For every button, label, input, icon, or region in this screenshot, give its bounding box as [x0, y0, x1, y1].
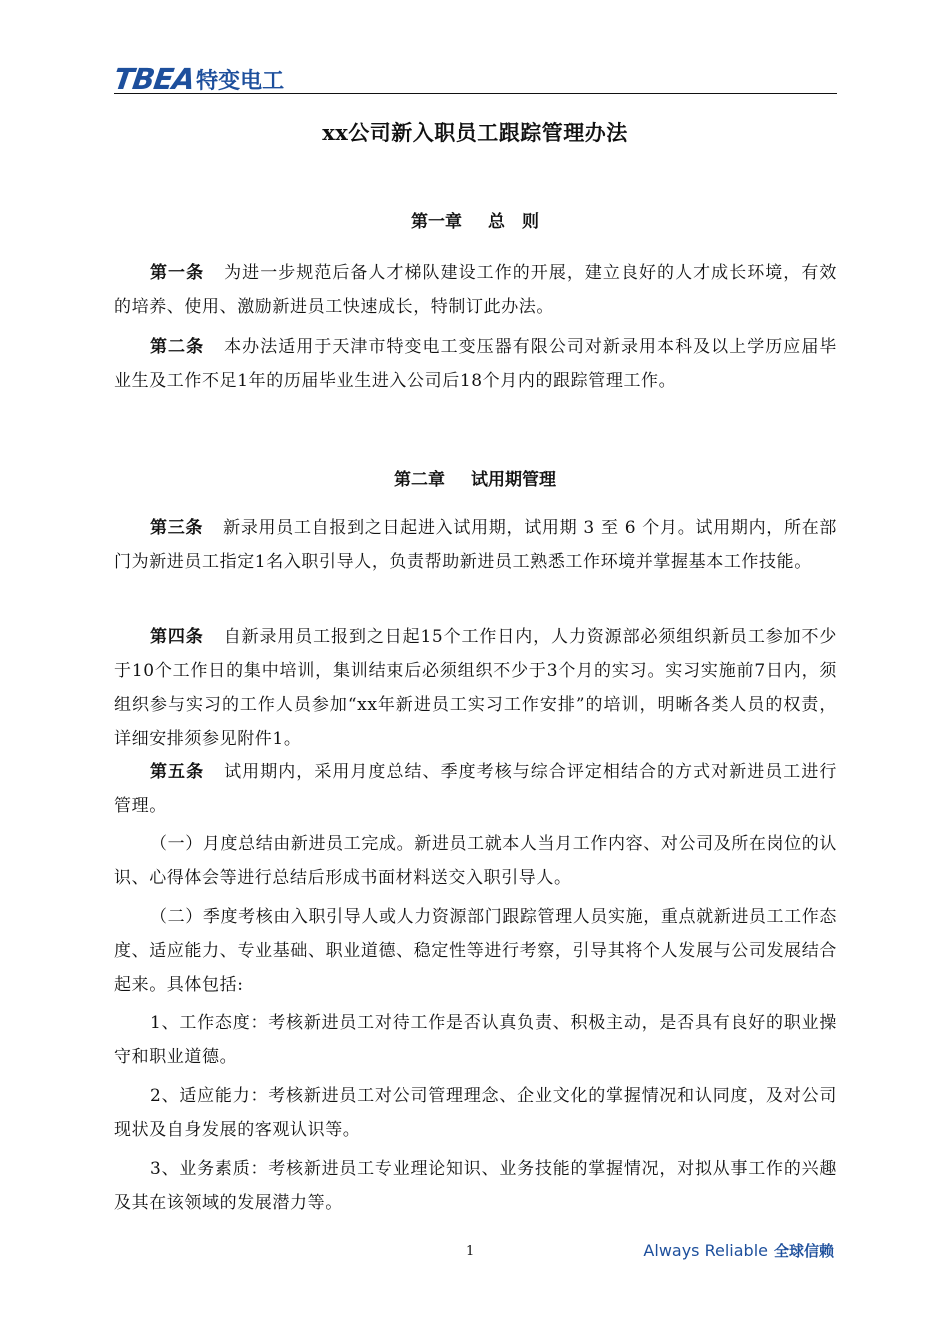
item-monthly-summary: （一）月度总结由新进员工完成。新进员工就本人当月工作内容、对公司及所在岗位的认识、心得体会等进行总结后形成书面材料送交入职引导人。 [114, 834, 837, 888]
article-1 [114, 256, 837, 324]
article-5 [114, 755, 837, 823]
chapter-name: 总 则 [488, 212, 539, 232]
chapter-number: 第一章 [411, 212, 462, 232]
footer-slogan [643, 1240, 834, 1261]
slogan-english: Always Reliable [643, 1241, 768, 1260]
article-text: 试用期内，采用月度总结、季度考核与综合评定相结合的方式对新进员工进行管理。 [114, 762, 837, 816]
page-number: 1 [466, 1244, 475, 1259]
article-label: 第二条 [150, 337, 205, 357]
slogan-chinese: 全球信赖 [773, 1242, 834, 1260]
chapter-heading-2 [0, 465, 950, 490]
item-quarterly-review: （二）季度考核由入职引导人或人力资源部门跟踪管理人员实施，重点就新进员工工作态度、适应能力、专业基础、职业道德、稳定性等进行考察，引导其将个人发展与公司发展结合起来。具体包括: [114, 907, 837, 995]
article-label: 第三条 [150, 518, 204, 538]
article-text: 本办法适用于天津市特变电工变压器有限公司对新录用本科及以上学历应届毕业生及工作不足1年的历届毕业生进入公司后18个月内的跟踪管理工作。 [114, 337, 837, 391]
article-2 [114, 330, 837, 398]
company-logo [111, 62, 285, 96]
chapter-name: 试用期管理 [471, 470, 556, 490]
subitem-business-quality: 3、业务素质：考核新进员工专业理论知识、业务技能的掌握情况，对拟从事工作的兴趣及其在该领域的发展潜力等。 [114, 1159, 837, 1213]
chapter-heading-1 [0, 207, 950, 232]
article-label: 第五条 [150, 762, 205, 782]
article-3 [114, 511, 837, 579]
logo-chinese-text: 特变电工 [196, 68, 285, 94]
header-divider [114, 93, 837, 94]
subitem-work-attitude: 1、工作态度：考核新进员工对待工作是否认真负责、积极主动，是否具有良好的职业操守和职业道德。 [114, 1013, 837, 1067]
article-text: 为进一步规范后备人才梯队建设工作的开展，建立良好的人才成长环境，有效的培养、使用、激励新进员工快速成长，特制订此办法。 [114, 263, 837, 317]
article-4 [114, 620, 837, 756]
chapter-number: 第二章 [394, 470, 445, 490]
document-title: xx公司新入职员工跟踪管理办法 [322, 120, 628, 145]
subitem-adaptability: 2、适应能力：考核新进员工对公司管理理念、企业文化的掌握情况和认同度，及对公司现状及自身发展的客观认识等。 [114, 1086, 837, 1140]
article-text: 自新录用员工报到之日起15个工作日内，人力资源部必须组织新员工参加不少于10个工作日的集中培训，集训结束后必须组织不少于3个月的实习。实习实施前7日内，须组织参与实习的工作人员参加“xx年新进员工实习工作安排”的培训，明晰各类人员的权责，详细安排须参见附件1。 [114, 627, 837, 749]
article-label: 第一条 [150, 263, 205, 283]
article-text: 新录用员工自报到之日起进入试用期，试用期 3 至 6 个月。试用期内，所在部门为新进员工指定1名入职引导人，负责帮助新进员工熟悉工作环境并掌握基本工作技能。 [114, 518, 837, 572]
logo-latin-text: TBEA [111, 62, 197, 96]
article-label: 第四条 [150, 627, 204, 647]
